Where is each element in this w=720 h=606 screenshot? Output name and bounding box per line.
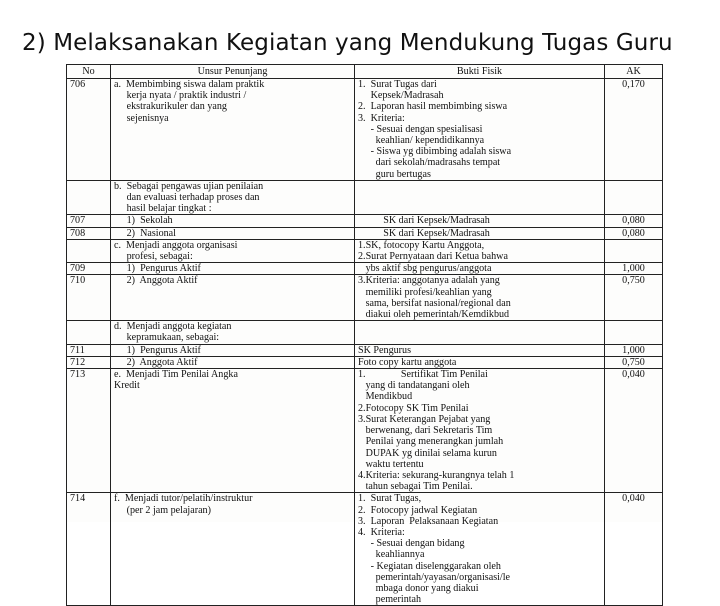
- unsur-line: hasil belajar tingkat :: [114, 203, 212, 215]
- unsur-line: c. Menjadi anggota organisasi: [114, 239, 238, 251]
- table-row: [67, 275, 663, 321]
- bukti-line: 3.Surat Keterangan Pejabat yang: [358, 413, 491, 425]
- bukti-line: - Sesuai dengan spesialisasi: [358, 123, 483, 135]
- table-row: [67, 239, 663, 262]
- cell-unsur: [111, 275, 355, 321]
- cell-unsur: [111, 493, 355, 606]
- cell-bukti: [355, 356, 605, 368]
- cell-no: 713: [67, 369, 111, 493]
- cell-no: 706: [67, 79, 111, 181]
- cell-unsur: [111, 344, 355, 356]
- unsur-line: ekstrakurikuler dan yang: [114, 101, 227, 113]
- cell-no: 711: [67, 344, 111, 356]
- bukti-line: waktu tertentu: [358, 458, 424, 470]
- cell-ak: 0,750: [605, 275, 663, 321]
- bukti-line: - Siswa yg dibimbing adalah siswa: [358, 146, 512, 158]
- bukti-line: 4. Kriteria:: [358, 526, 405, 538]
- cell-bukti: [355, 321, 605, 344]
- unsur-line: (per 2 jam pelajaran): [114, 504, 211, 516]
- bukti-line: guru bertugas: [358, 168, 431, 180]
- unsur-line: kerja nyata / praktik industri /: [114, 90, 247, 102]
- cell-ak: [605, 180, 663, 215]
- table-body: [67, 79, 663, 606]
- table-row: [67, 321, 663, 344]
- bukti-line: DUPAK yg dinilai selama kurun: [358, 447, 497, 459]
- cell-unsur: [111, 79, 355, 181]
- cell-ak: 0,170: [605, 79, 663, 181]
- unsur-line: profesi, sebagai:: [114, 251, 193, 263]
- cell-no: 707: [67, 215, 111, 227]
- cell-ak: 0,080: [605, 215, 663, 227]
- header-no: No: [67, 65, 111, 79]
- unsur-line: 1) Pengurus Aktif: [114, 344, 201, 356]
- bukti-line: 1. Surat Tugas,: [358, 493, 422, 505]
- unsur-line: a. Membimbing siswa dalam praktik: [114, 79, 265, 90]
- bukti-line: 1. Surat Tugas dari: [358, 79, 437, 90]
- bukti-line: 3.Kriteria: anggotanya adalah yang: [358, 275, 500, 287]
- bukti-line: 2. Laporan hasil membimbing siswa: [358, 101, 508, 113]
- cell-bukti: [355, 215, 605, 227]
- bukti-line: 3. Kriteria:: [358, 112, 405, 124]
- unsur-line: 1) Sekolah: [114, 215, 173, 227]
- cell-bukti: [355, 275, 605, 321]
- cell-bukti: [355, 227, 605, 239]
- header-bukti-fisik: Bukti Fisik: [355, 65, 605, 79]
- table-row: [67, 227, 663, 239]
- cell-ak: 0,040: [605, 369, 663, 493]
- unsur-line: b. Sebagai pengawas ujian penilaian: [114, 180, 264, 192]
- bukti-line: SK Pengurus: [358, 344, 411, 356]
- table-header-row: [67, 65, 663, 79]
- unsur-line: d. Menjadi anggota kegiatan: [114, 321, 232, 333]
- slide-title: 2) Melaksanakan Kegiatan yang Mendukung Tugas Guru: [22, 30, 673, 56]
- unsur-line: kepramukaan, sebagai:: [114, 332, 220, 344]
- cell-bukti: [355, 79, 605, 181]
- cell-unsur: [111, 356, 355, 368]
- header-unsur-penunjang: Unsur Penunjang: [111, 65, 355, 79]
- cell-unsur: [111, 239, 355, 262]
- cell-unsur: [111, 263, 355, 275]
- bukti-line: 2. Fotocopy jadwal Kegiatan: [358, 504, 478, 516]
- unsur-line: sejenisnya: [114, 112, 169, 124]
- bukti-line: mbaga donor yang diakui: [358, 582, 479, 594]
- bukti-line: Foto copy kartu anggota: [358, 356, 457, 368]
- bukti-line: [358, 321, 601, 332]
- bukti-line: sama, bersifat nasional/regional dan: [358, 297, 511, 309]
- cell-ak: 0,750: [605, 356, 663, 368]
- cell-bukti: [355, 263, 605, 275]
- cell-ak: [605, 239, 663, 262]
- cell-unsur: [111, 227, 355, 239]
- document-scan: [66, 64, 662, 606]
- bukti-line: keahliannya: [358, 549, 425, 561]
- bukti-line: [358, 181, 601, 192]
- cell-no: 714: [67, 493, 111, 606]
- bukti-line: ybs aktif sbg pengurus/anggota: [358, 263, 492, 275]
- cell-no: [67, 321, 111, 344]
- unsur-line: Kredit: [114, 380, 140, 392]
- cell-ak: 0,080: [605, 227, 663, 239]
- table-row: [67, 344, 663, 356]
- unsur-penunjang-table: [66, 64, 663, 606]
- bukti-line: 1.SK, fotocopy Kartu Anggota,: [358, 239, 485, 251]
- unsur-line: 2) Nasional: [114, 227, 176, 239]
- bukti-line: SK dari Kepsek/Madrasah: [358, 227, 490, 239]
- unsur-line: f. Menjadi tutor/pelatih/instruktur: [114, 493, 253, 505]
- table-row: [67, 215, 663, 227]
- bukti-line: keahlian/ kependidikannya: [358, 135, 485, 147]
- cell-ak: 1,000: [605, 344, 663, 356]
- bukti-line: diakui oleh pemerintah/Kemdikbud: [358, 309, 510, 321]
- cell-unsur: [111, 215, 355, 227]
- cell-bukti: [355, 344, 605, 356]
- cell-no: 710: [67, 275, 111, 321]
- cell-no: [67, 239, 111, 262]
- table-row: [67, 79, 663, 181]
- bukti-line: 3. Laporan Pelaksanaan Kegiatan: [358, 515, 499, 527]
- table-row: [67, 180, 663, 215]
- table-row: [67, 263, 663, 275]
- bukti-line: SK dari Kepsek/Madrasah: [358, 215, 490, 227]
- bukti-line: Penilai yang menerangkan jumlah: [358, 436, 504, 448]
- bukti-line: - Kegiatan diselenggarakan oleh: [358, 560, 501, 572]
- bukti-line: memiliki profesi/keahlian yang: [358, 286, 492, 298]
- bukti-line: 1. Sertifikat Tim Penilai: [358, 369, 488, 381]
- bukti-line: 2.Surat Pernyataan dari Ketua bahwa: [358, 251, 508, 263]
- table-row: [67, 369, 663, 493]
- unsur-line: 1) Pengurus Aktif: [114, 263, 201, 275]
- bukti-line: yang di tandatangani oleh: [358, 380, 470, 392]
- bukti-line: dari sekolah/madrasahs tempat: [358, 157, 501, 169]
- bukti-line: tahun sebagai Tim Penilai.: [358, 481, 473, 493]
- bukti-line: pemerintah/yayasan/organisasi/le: [358, 571, 511, 583]
- bukti-line: - Sesuai dengan bidang: [358, 538, 465, 550]
- bukti-line: 4.Kriteria: sekurang-kurangnya telah 1: [358, 469, 515, 481]
- cell-no: 709: [67, 263, 111, 275]
- table-row: [67, 493, 663, 606]
- cell-bukti: [355, 180, 605, 215]
- table-row: [67, 356, 663, 368]
- cell-bukti: [355, 369, 605, 493]
- unsur-line: e. Menjadi Tim Penilai Angka: [114, 369, 238, 381]
- cell-unsur: [111, 180, 355, 215]
- unsur-line: dan evaluasi terhadap proses dan: [114, 192, 260, 204]
- bukti-line: Mendikbud: [358, 391, 413, 403]
- cell-no: 712: [67, 356, 111, 368]
- cell-unsur: [111, 369, 355, 493]
- cell-ak: [605, 321, 663, 344]
- cell-no: 708: [67, 227, 111, 239]
- cell-unsur: [111, 321, 355, 344]
- bukti-line: berwenang, dari Sekretaris Tim: [358, 425, 493, 437]
- cell-bukti: [355, 239, 605, 262]
- cell-ak: 0,040: [605, 493, 663, 606]
- unsur-line: 2) Anggota Aktif: [114, 275, 198, 287]
- cell-no: [67, 180, 111, 215]
- bukti-line: pemerintah: [358, 594, 422, 606]
- cell-ak: 1,000: [605, 263, 663, 275]
- unsur-line: 2) Anggota Aktif: [114, 356, 198, 368]
- cell-bukti: [355, 493, 605, 606]
- bukti-line: Kepsek/Madrasah: [358, 90, 444, 102]
- header-ak: AK: [605, 65, 663, 79]
- bukti-line: 2.Fotocopy SK Tim Penilai: [358, 402, 469, 414]
